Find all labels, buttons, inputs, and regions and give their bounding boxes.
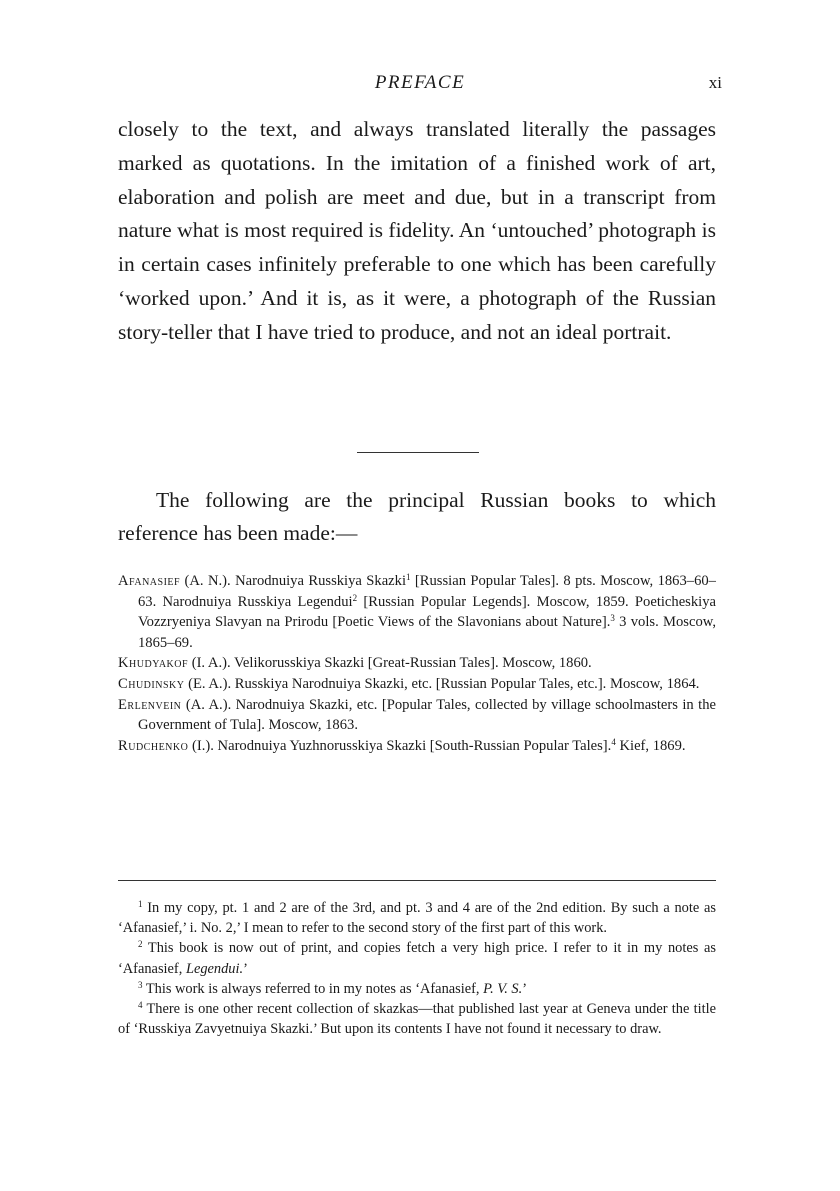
bib-initials: (I.).	[192, 737, 214, 754]
footnote-marker: 3	[138, 979, 143, 990]
footnote-ref: 1	[406, 572, 411, 582]
bib-text: 3 vols. Moscow, 1865–69.	[138, 614, 716, 651]
footnote-ref: 3	[610, 613, 615, 624]
running-head-title: PREFACE	[374, 72, 466, 93]
bib-author: Chudinsky	[118, 675, 185, 692]
section-divider	[357, 452, 479, 453]
bib-text: Kief, 1869.	[619, 737, 686, 754]
bib-text: Velikorusskiya Skazki [Great-Russian Tales]. Moscow, 1860.	[234, 655, 592, 672]
body-paragraph: closely to the text, and always translated literally the passages marked as quotations. In the imitation of a finished work of art, elaboration and polish are meet and due, but in a transcript from nature what is most required is fidelity. An ‘untouched’ photograph is in certain cases infinitely preferable to one which has been carefully ‘worked upon.’ And it is, as it were, a photograph of the Russian story-teller that I have tried to produce, and not an ideal portrait.	[118, 117, 716, 344]
bibliography-entry	[118, 695, 716, 736]
bibliography-entry	[118, 674, 716, 695]
bib-text: Narodnuiya Skazki, etc. [Popular Tales, collected by village schoolmasters in the Government of Tula]. Moscow, 1863.	[138, 696, 716, 734]
footnote	[118, 898, 716, 938]
footnote	[118, 979, 716, 999]
bibliography-entry	[118, 653, 716, 674]
bib-text: Narodnuiya Russkiya Skazki	[235, 573, 406, 589]
footnote-text: In my copy, pt. 1 and 2 are of the 3rd, and pt. 3 and 4 are of the 2nd edition. By such a note as ‘Afanasief,’ i. No. 2,’ I mean to refer to the second story of the first part of this work.	[118, 900, 716, 937]
page-number: xi	[708, 73, 722, 92]
bibliography-entry	[118, 571, 716, 653]
bib-author: Erlenvein	[118, 696, 182, 713]
footnote-title: Legendui.	[185, 960, 244, 977]
footnote-ref: 2	[352, 592, 358, 603]
bibliography-entry	[118, 736, 716, 757]
bib-initials: (E. A.).	[188, 675, 232, 692]
footnote-marker: 1	[138, 899, 143, 909]
bib-author: Rudchenko	[118, 737, 189, 754]
bib-initials: (A. N.).	[184, 573, 231, 589]
footnote-title: P. V. S.	[483, 980, 523, 997]
bib-text: [Russian Popular Legends]. Moscow, 1859. Poeticheskiya Vozzryeniya Slavyan na Prirodu [Poetic Views of the Slavonians about Nature].	[138, 593, 716, 631]
bib-author: Afanasief	[118, 573, 181, 589]
bib-text: Narodnuiya Yuzhnorusskiya Skazki [South-Russian Popular Tales].	[217, 737, 612, 754]
footnote-text: ’	[522, 980, 527, 997]
body-paragraph-block	[118, 113, 716, 350]
footnote-text: This work is always referred to in my notes as ‘Afanasief,	[145, 980, 480, 997]
footnotes	[118, 898, 716, 1039]
bibliography-intro-block	[118, 484, 716, 550]
bibliography	[118, 571, 716, 756]
footnote-marker: 4	[138, 1000, 143, 1011]
footnote-ref: 4	[611, 736, 616, 747]
footnote-text: ’	[243, 960, 248, 977]
footnote	[118, 938, 716, 978]
running-head	[118, 70, 722, 100]
bib-text: Russkiya Narodnuiya Skazki, etc. [Russian Popular Tales, etc.]. Moscow, 1864.	[234, 675, 700, 692]
bib-initials: (A. A.).	[185, 696, 232, 713]
footnote-marker: 2	[138, 939, 143, 950]
bib-author: Khudyakof	[118, 655, 189, 672]
footnote-divider	[118, 880, 716, 881]
footnote-text: There is one other recent collection of skazkas—that published last year at Geneva under the title of ‘Russkiya Zavyetnuiya Skazki.’ But upon its contents I have not found it necessary to draw.	[118, 1001, 716, 1038]
bib-initials: (I. A.).	[191, 655, 231, 672]
bib-text: [Russian Popular Tales]. 8 pts. Moscow, 1863–60–63. Narodnuiya Russkiya Legendui	[138, 573, 716, 610]
bibliography-intro: The following are the principal Russian books to which reference has been made:—	[118, 488, 716, 545]
footnote-text: This book is now out of print, and copies fetch a very high price. I refer to it in my notes as ‘Afanasief,	[118, 940, 716, 977]
footnote	[118, 999, 716, 1039]
